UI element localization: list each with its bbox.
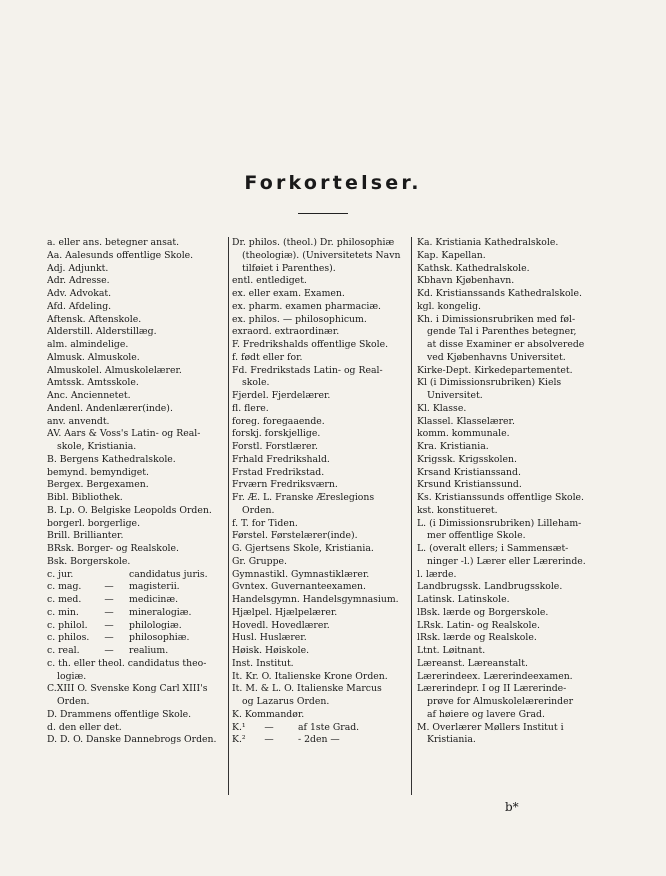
abbrev-entry: Ka. Kristiania Kathedralskole. [417, 237, 559, 248]
abbrev-entry-part: magisterii. [129, 581, 180, 593]
abbrev-entry: Høisk. Høiskole. [232, 645, 310, 656]
abbrev-entry: Adj. Adjunkt. [47, 262, 109, 274]
abbrev-entry: borgerl. borgerlige. [47, 517, 141, 529]
abbrev-entry: Hjælpel. Hjælpelærer. [232, 606, 338, 618]
abbrev-entry-part: — [264, 721, 274, 733]
abbrev-entry: Landbrugssk. Landbrugsskole. [417, 581, 563, 593]
abbrev-entry: ex. eller exam. Examen. [232, 288, 345, 299]
abbrev-entry: K. Kommandør. [232, 708, 305, 720]
abbrev-entry-continuation: (theologiæ). (Universitetets Navn [242, 249, 401, 261]
abbrev-entry-part: medicinæ. [129, 594, 179, 605]
abbrev-entry: a. eller ans. betegner ansat. [47, 237, 180, 248]
abbrev-entry-continuation: at disse Examiner er absolverede [427, 339, 585, 350]
abbrev-entry [47, 620, 227, 633]
abbrev-entry: fl. flere. [232, 402, 269, 414]
abbrev-entry: ex. pharm. examen pharmaciæ. [232, 300, 382, 312]
abbrev-entry-part: philosophiæ. [129, 632, 190, 644]
abbrev-entry: Krsand Kristianssand. [417, 466, 521, 478]
abbrev-entry-part: — [264, 734, 274, 746]
abbrev-entry-continuation: skole. [242, 377, 270, 389]
abbrev-entry: Kd. Kristianssands Kathedralskole. [417, 288, 582, 299]
abbrev-entry: Fjerdel. Fjerdelærer. [232, 390, 331, 401]
abbrev-entry: alm. almindelige. [47, 339, 129, 350]
abbrev-entry-part: c. philol. [47, 619, 88, 631]
abbrev-entry: Klassel. Klasselærer. [417, 415, 515, 427]
abbrev-entry: foreg. foregaaende. [232, 415, 325, 427]
abbrev-entry-part: c. min. [47, 606, 79, 618]
abbrev-entry-part: c. real. [47, 645, 80, 656]
abbrev-entry: lBsk. lærde og Borgerskole. [417, 606, 549, 618]
title-rule [298, 213, 348, 214]
abbrev-entry-continuation: skole, Kristiania. [57, 441, 137, 452]
abbrev-entry: F. Fredrikshalds offentlige Skole. [232, 339, 389, 350]
abbrev-entry: C.XIII O. Svenske Kong Carl XIII's [47, 683, 208, 695]
abbrev-entry-continuation: gende Tal i Parenthes betegner, [427, 326, 577, 338]
abbrev-entry: exraord. extraordinær. [232, 326, 340, 338]
abbrev-entry: Almuskolel. Almuskolelærer. [47, 364, 182, 376]
abbrev-entry: Kathsk. Kathedralskole. [417, 262, 530, 274]
abbrev-entry: L. (i Dimissionsrubriken) Lilleham- [417, 517, 582, 529]
abbrev-entry: Dr. philos. (theol.) Dr. philosophiæ [232, 237, 395, 248]
abbrev-entry: Aa. Aalesunds offentlige Skole. [47, 249, 194, 261]
abbrev-entry-continuation: Universitet. [427, 390, 483, 401]
column-divider-2 [411, 237, 412, 795]
abbrev-entry: AV. Aars & Voss's Latin- og Real- [47, 428, 201, 440]
abbrev-entry: kgl. kongelig. [417, 300, 481, 312]
abbrev-entry-continuation: ninger -l.) Lærer eller Lærerinde. [427, 555, 586, 567]
abbrev-entry: Hovedl. Hovedlærer. [232, 619, 330, 631]
abbrev-entry: It. Kr. O. Italienske Krone Orden. [232, 670, 388, 682]
abbrev-entry: Krigssk. Krigsskolen. [417, 453, 517, 465]
abbrev-entry: D. Drammens offentlige Skole. [47, 708, 192, 720]
abbrev-entry-part: K.¹ [232, 721, 246, 733]
abbrev-entry-part: philologiæ. [129, 619, 182, 631]
abbrev-entry: Afd. Afdeling. [47, 300, 112, 312]
abbrev-entry: Kl. Klasse. [417, 402, 467, 414]
abbrev-entry: BRsk. Borger- og Realskole. [47, 543, 179, 554]
abbrev-entry-continuation: mer offentlige Skole. [427, 530, 526, 542]
abbrev-entry: Kra. Kristiania. [417, 441, 489, 452]
abbrev-entry: Adr. Adresse. [47, 275, 110, 287]
abbrev-entry: Førstel. Førstelærer(inde). [232, 530, 358, 542]
abbrev-entry [232, 734, 412, 747]
abbrev-entry: M. Overlærer Møllers Institut i [417, 721, 564, 733]
abbrev-column-3 [417, 237, 591, 747]
abbrev-entry-continuation: Orden. [242, 504, 275, 516]
abbrev-entry: B. Bergens Kathedralskole. [47, 453, 176, 465]
abbrev-entry: D. D. O. Danske Dannebrogs Orden. [47, 734, 217, 746]
page-title: Forkortelser. [244, 172, 422, 194]
abbrev-entry: kst. konstitueret. [417, 504, 498, 516]
abbrev-entry-part: — [104, 606, 114, 618]
abbrev-entry: Bibl. Bibliothek. [47, 492, 123, 503]
abbrev-entry-part: af 1ste Grad. [298, 721, 360, 733]
abbrev-entry: Anc. Anciennetet. [47, 390, 131, 401]
abbrev-entry-continuation: Kristiania. [427, 734, 476, 746]
abbrev-entry-part: c. jur. [47, 568, 74, 580]
abbrev-entry: Forstl. Forstlærer. [232, 441, 318, 452]
abbrev-column-2 [232, 237, 412, 747]
abbrev-entry: Lærerindepr. I og II Lærerinde- [417, 683, 567, 695]
abbrev-entry [47, 581, 227, 594]
abbrev-entry [47, 594, 227, 607]
abbrev-entry-part: c. philos. [47, 632, 90, 644]
abbrev-entry: bemynd. bemyndiget. [47, 466, 149, 478]
abbrev-entry: Krsund Kristianssund. [417, 479, 522, 491]
abbrev-entry: Almusk. Almuskole. [47, 351, 140, 363]
abbrev-entry: Inst. Institut. [232, 657, 294, 669]
abbrev-entry: Kirke-Dept. Kirkedepartementet. [417, 364, 573, 376]
abbrev-entry: Gymnastikl. Gymnastiklærer. [232, 568, 370, 580]
abbrev-entry: forskj. forskjellige. [232, 428, 321, 440]
abbrev-entry: Ks. Kristianssunds offentlige Skole. [417, 492, 585, 503]
abbrev-entry: Kbhavn Kjøbenhavn. [417, 275, 515, 287]
abbrev-entry: Kl (i Dimissionsrubriken) Kiels [417, 377, 562, 389]
abbrev-entry: Gr. Gruppe. [232, 555, 287, 567]
abbrev-entry: Alderstill. Alderstillæg. [47, 326, 157, 338]
abbrev-entry [47, 569, 227, 582]
abbrev-entry: Ltnt. Løitnant. [417, 645, 486, 656]
abbrev-entry-continuation: ved Kjøbenhavns Universitet. [427, 351, 566, 363]
abbrev-entry-part: K.² [232, 734, 246, 746]
abbrev-entry: Amtssk. Amtsskole. [47, 377, 139, 389]
abbrev-entry: Fd. Fredrikstads Latin- og Real- [232, 364, 383, 376]
abbrev-entry-part: mineralogiæ. [129, 606, 192, 618]
abbrev-entry: Brill. Brillianter. [47, 530, 124, 542]
abbrev-entry-continuation: og Lazarus Orden. [242, 696, 330, 707]
abbrev-entry: Kh. i Dimissionsrubriken med føl- [417, 313, 576, 325]
abbrev-entry-continuation: tilføiet i Parenthes). [242, 262, 336, 274]
abbrev-entry-part: — [104, 632, 114, 644]
abbrev-entry-part: realium. [129, 645, 169, 656]
abbrev-entry-part: candidatus juris. [129, 568, 208, 580]
abbrev-entry: Fr. Æ. L. Franske Æreslegions [232, 492, 375, 503]
abbrev-entry: Bsk. Borgerskole. [47, 555, 131, 567]
abbrev-entry: Latinsk. Latinskole. [417, 594, 510, 605]
abbrev-entry: f. T. for Tiden. [232, 517, 298, 529]
abbrev-entry: ex. philos. — philosophicum. [232, 313, 367, 325]
abbrev-entry [47, 645, 227, 658]
abbrev-entry-continuation: prøve for Almuskolelærerinder [427, 696, 574, 707]
abbrev-entry: Lærerindeex. Lærerindeexamen. [417, 670, 573, 682]
abbrev-entry-part: — [104, 581, 114, 593]
abbrev-entry-continuation: Orden. [57, 696, 90, 707]
abbrev-entry-part: — [104, 594, 114, 605]
abbrev-entry: d. den eller det. [47, 721, 122, 733]
abbrev-entry: Aftensk. Aftenskole. [47, 313, 142, 325]
abbrev-entry: Bergex. Bergexamen. [47, 479, 149, 491]
abbrev-entry: Gvntex. Guvernanteexamen. [232, 581, 366, 593]
abbrev-entry: Frhald Fredrikshald. [232, 453, 330, 465]
abbrev-entry [47, 632, 227, 645]
abbrev-entry [47, 607, 227, 620]
abbrev-entry: It. M. & L. O. Italienske Marcus [232, 683, 382, 695]
abbrev-entry: Kap. Kapellan. [417, 249, 486, 261]
abbrev-entry-part: — [104, 619, 114, 631]
abbrev-entry-continuation: logiæ. [57, 670, 87, 682]
column-divider-1 [228, 237, 229, 795]
abbrev-entry-part [89, 569, 129, 582]
abbrev-entry-part: c. mag. [47, 581, 82, 593]
abbrev-entry-part: — [104, 645, 114, 656]
abbrev-entry: LRsk. Latin- og Realskole. [417, 619, 540, 631]
abbrev-entry: B. Lp. O. Belgiske Leopolds Orden. [47, 504, 212, 516]
abbrev-entry [232, 722, 412, 735]
abbrev-entry: Frværn Fredriksværn. [232, 479, 338, 491]
abbrev-entry-part: c. med. [47, 594, 82, 605]
abbrev-entry: f. født eller for. [232, 351, 303, 363]
abbrev-entry: Husl. Huslærer. [232, 632, 307, 644]
signature-mark: b* [505, 800, 519, 814]
abbrev-entry-continuation: af høiere og lavere Grad. [427, 708, 545, 720]
abbrev-entry: Handelsgymn. Handelsgymnasium. [232, 594, 399, 605]
abbrev-entry-part: - 2den — [298, 734, 340, 746]
abbrev-entry: Læreanst. Læreanstalt. [417, 657, 528, 669]
abbrev-entry: c. th. eller theol. candidatus theo- [47, 657, 207, 669]
abbrev-entry: komm. kommunale. [417, 428, 510, 440]
abbrev-entry: lRsk. lærde og Realskole. [417, 632, 537, 644]
abbrev-entry: anv. anvendt. [47, 415, 110, 427]
abbrev-entry: l. lærde. [417, 568, 457, 580]
abbrev-entry: Frstad Fredrikstad. [232, 466, 325, 478]
abbrev-entry: entl. entlediget. [232, 275, 307, 287]
abbrev-column-1 [47, 237, 227, 747]
abbrev-entry: Andenl. Andenlærer(inde). [47, 402, 173, 414]
abbrev-entry: L. (overalt ellers; i Sammensæt- [417, 543, 569, 554]
abbrev-entry: G. Gjertsens Skole, Kristiania. [232, 543, 374, 554]
abbrev-entry: Adv. Advokat. [47, 288, 112, 299]
